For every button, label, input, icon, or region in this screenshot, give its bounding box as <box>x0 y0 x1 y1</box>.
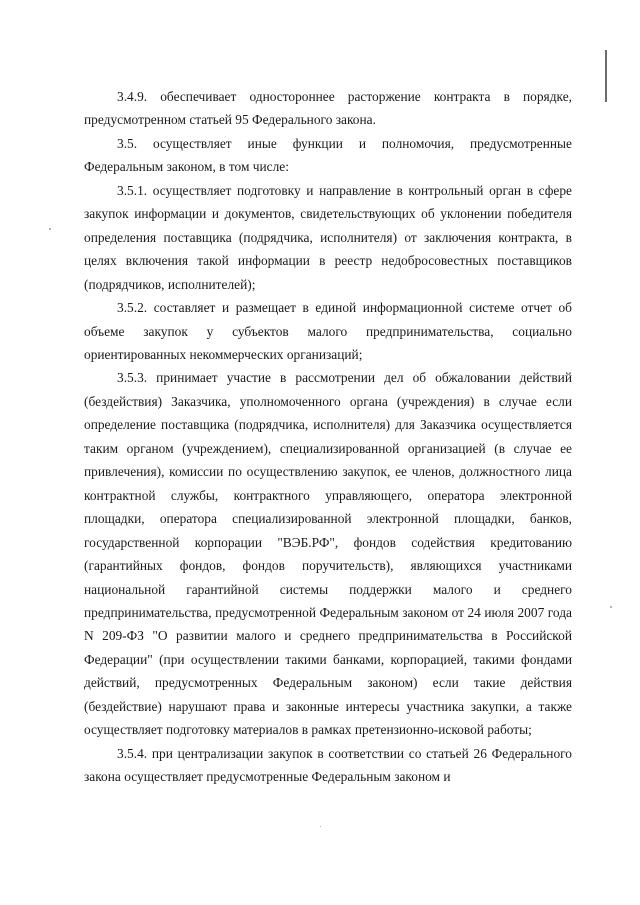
paragraph-3-5-4: 3.5.4. при централизации закупок в соответствии со статьей 26 Федерального закона осуществляет предусмотренные Федеральным законом и <box>84 745 572 785</box>
scan-speck <box>610 606 612 608</box>
document-body <box>84 85 572 789</box>
paragraph-3-5-1: 3.5.1. осуществляет подготовку и направление в контрольный орган в сфере закупок информации и документов, свидетельствующих об уклонении победителя определения поставщика (подрядчика, исполнителя) от заключения контракта, в целях включения такой информации в реестр недобросовестных поставщиков (подрядчиков, исполнителей); <box>84 182 572 292</box>
scan-speck <box>49 228 51 230</box>
scan-margin-mark <box>605 50 607 102</box>
paragraph-3-4-9: 3.4.9. обеспечивает одностороннее расторжение контракта в порядке, предусмотренном статьей 95 Федерального закона. <box>84 89 572 128</box>
paragraph-3-5-2: 3.5.2. составляет и размещает в единой информационной системе отчет об объеме закупок у субъектов малого предпринимательства, социально ориентированных некоммерческих организаций; <box>84 300 572 362</box>
paragraph-3-5-3: 3.5.3. принимает участие в рассмотрении дел об обжаловании действий (бездействия) Заказчика, уполномоченного органа (учреждения) в случае если определение поставщика (подрядчика, исполнителя) для Заказчика осуществляется таким органом (учреждением), специализированной организацией (в случае ее привлечения), комиссии по осуществлению закупок, ее членов, должностного лица контрактной службы, контрактного управляющего, оператора электронной площадки, оператора специализированной электронной площадки, банков, государственной корпорации "ВЭБ.РФ", фондов содействия кредитованию (гарантийных фондов, фондов поручительств), являющихся участниками национальной гарантийной системы поддержки малого и среднего предпринимательства, предусмотренной Федеральным законом от 24 июля 2007 года N 209-ФЗ "О развитии малого и среднего предпринимательства в Российской Федерации" (при осуществлении такими банками, корпорацией, такими фондами действий, предусмотренных Федеральным законом) если такие действия (бездействие) нарушают права и законные интересы участника закупки, а также осуществляет подготовку материалов в рамках претензионно-исковой работы; <box>84 370 572 738</box>
scan-speck <box>320 826 321 827</box>
paragraph-3-5: 3.5. осуществляет иные функции и полномочия, предусмотренные Федеральным законом, в том числе: <box>84 135 572 175</box>
